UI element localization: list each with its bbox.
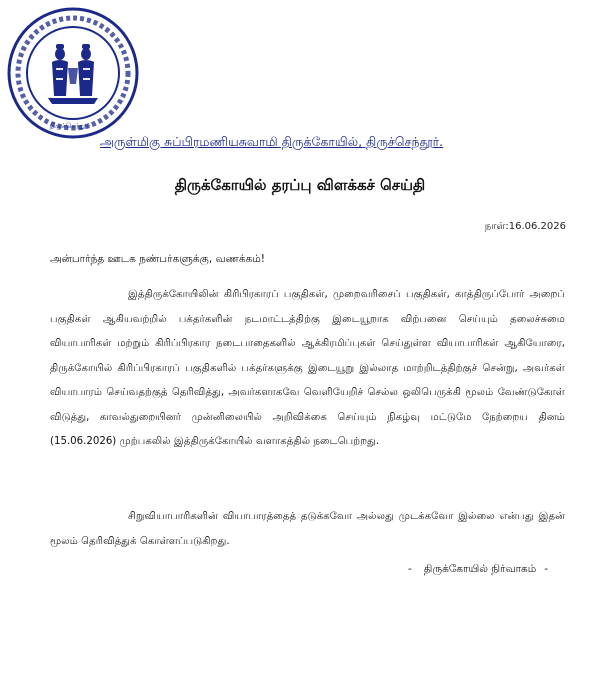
body-paragraph-2: சிறுவியாபாரிகளின் வியாபாரத்தைத் தடுக்கவோ அல்லது முடக்கவோ இல்லை என்பது இதன் மூலம் தெரிவித்துக் கொள்ளப்படுகிறது.: [50, 511, 565, 547]
temple-letterhead: அருள்மிகு சுப்பிரமணியசுவாமி திருக்கோயில், திருச்செந்தூர்.: [100, 134, 444, 149]
signature-text: திருக்கோயில் நிர்வாகம்: [423, 563, 537, 575]
document-title: திருக்கோயில் தரப்பு விளக்கச் செய்தி: [174, 176, 426, 194]
body-paragraph-1: இத்திருக்கோயிலின் கிரிபிரகாரப் பகுதிகள், முறைவரிசைப் பகுதிகள், காத்திருப்போர் அறைப் பகுதிகள் ஆகியவற்றில் பக்தர்களின் நடமாட்டத்திற்கு இடையூறாக விற்பனை செய்யும் தலைச்சுமை வியாபாரிகள் மற்றும் கிரிப்பிரகார நடைபாதைகளில் ஆக்கிரமிப்புகள் செய்துள்ள வியாபாரிகள் ஆகியோரை, திருக்கோயில் கிரிப்பிரகாரப் பகுதிகளில் பக்தர்களுக்கு இடையூறு இல்லாத மாற்றிடத்திற்குச் சென்று, அவர்கள் வியாபாரம் செய்வதற்குத் தெரிவித்து, அவர்களாகவே வெளியேறிச் செல்ல ஒலிபெருக்கி மூலம் வேண்டுகோள் விடுத்து, காவல்துறையினர் முன்னிலையில் அறிவிக்கை செய்யும் நிகழ்வு மட்டுமே நேற்றைய தினம் (15.06.2026) முற்பகலில் இத்திருக்கோயில் வளாகத்தில் நடைபெற்றது.: [50, 289, 565, 447]
greeting-line: அன்பார்ந்த ஊடக நண்பர்களுக்கு, வணக்கம்!: [50, 253, 265, 265]
document-date: நாள்:16.06.2026: [484, 221, 566, 232]
signature-block: [408, 563, 548, 576]
seal-caption: திருச்செந்தூர்: [49, 122, 91, 130]
signature-trail-dash: -: [544, 563, 549, 575]
signature-lead-dash: -: [408, 563, 412, 575]
